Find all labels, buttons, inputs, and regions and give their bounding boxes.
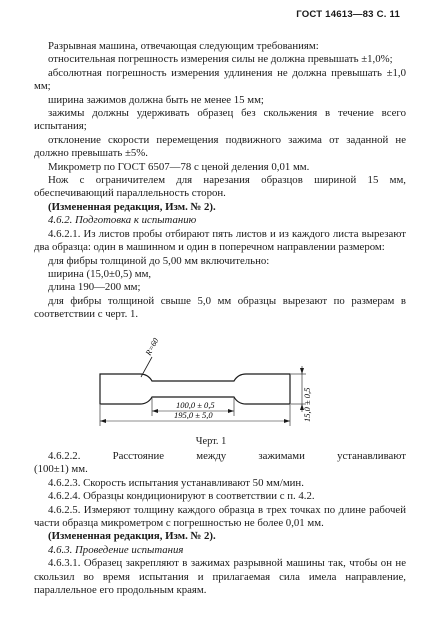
- paragraph: Микрометр по ГОСТ 6507—78 с ценой деления 0,01 мм.: [48, 160, 310, 173]
- paragraph: Разрывная машина, отвечающая следующим требованиям:: [48, 40, 319, 52]
- word: между: [196, 450, 227, 462]
- paragraph: 4.6.2.3. Скорость испытания устанавливают 50 мм/мин.: [48, 476, 304, 489]
- paragraph: ширина зажимов должна быть не менее 15 мм;: [48, 93, 264, 106]
- inner-dimension-label: 100,0 ± 0,5: [176, 400, 215, 410]
- text-block-procedure: [34, 450, 406, 597]
- paragraph-distance: [34, 450, 406, 463]
- radius-leader: [141, 357, 152, 377]
- paragraph: отклонение скорости перемещения подвижного зажима от заданной не должно превышать ±5%.: [34, 133, 406, 160]
- page-header: ГОСТ 14613—83 С. 11: [296, 9, 400, 20]
- paragraph: ширина (15,0±0,5) мм,: [48, 267, 152, 280]
- amendment-note: (Измененная редакция, Изм. № 2).: [48, 530, 216, 543]
- paragraph: абсолютная погрешность измерения удлинения не должна превышать ±1,0 мм;: [34, 66, 406, 93]
- paragraph: 4.6.2.5. Измеряют толщину каждого образца в трех точках по длине рабочей части образца микрометром с погрешностью не более 0,01 мм.: [34, 503, 406, 530]
- height-arrow-top: [300, 368, 304, 374]
- paragraph: зажимы должны удерживать образец без скольжения в течение всего испытания;: [34, 107, 406, 133]
- paragraph-continuation: (100±1) мм.: [34, 463, 88, 476]
- inner-arrow-left: [152, 409, 158, 413]
- paragraph: длина 190—200 мм;: [48, 281, 141, 294]
- paragraph: Нож с ограничителем для нарезания образцов шириной 15 мм, обеспечивающий параллельность сторон.: [34, 174, 406, 200]
- paragraph: 4.6.2.1. Из листов пробы отбирают пять листов и из каждого листа вырезают два образца: один в машинном и один в поперечном направлении размером:: [34, 227, 406, 254]
- word: Расстояние: [112, 450, 165, 462]
- word: зажимами: [258, 450, 305, 462]
- section-heading: 4.6.2. Подготовка к испытанию: [48, 214, 197, 227]
- paragraph: для фибры толщиной свыше 5,0 мм образцы вырезают по размерам в соответствии с черт. 1.: [34, 294, 406, 321]
- height-dimension-label: 15,0 ± 0,5: [302, 387, 312, 422]
- amendment-note: (Измененная редакция, Изм. № 2).: [48, 200, 216, 213]
- section-heading: 4.6.3. Проведение испытания: [48, 543, 184, 556]
- word: устанавливают: [337, 450, 406, 462]
- paragraph: для фибры толщиной до 5,00 мм включительно:: [48, 254, 270, 267]
- radius-label: R=60: [143, 336, 161, 357]
- paragraph: 4.6.2.4. Образцы кондиционируют в соответствии с п. 4.2.: [48, 490, 315, 503]
- word: 4.6.2.2.: [48, 450, 81, 462]
- figure-caption: Черт. 1: [195, 436, 227, 447]
- paragraph: 4.6.3.1. Образец закрепляют в зажимах разрывной машины так, чтобы он не скользил во время испытания и прилагаемая сила имела направление, параллельное его продольным краям.: [34, 557, 406, 597]
- outer-arrow-left: [100, 419, 106, 423]
- paragraph: относительная погрешность измерения силы не должна превышать ±1,0%;: [48, 53, 393, 66]
- outer-arrow-right: [284, 419, 290, 423]
- inner-arrow-right: [228, 409, 234, 413]
- outer-dimension-label: 195,0 ± 5,0: [174, 410, 213, 420]
